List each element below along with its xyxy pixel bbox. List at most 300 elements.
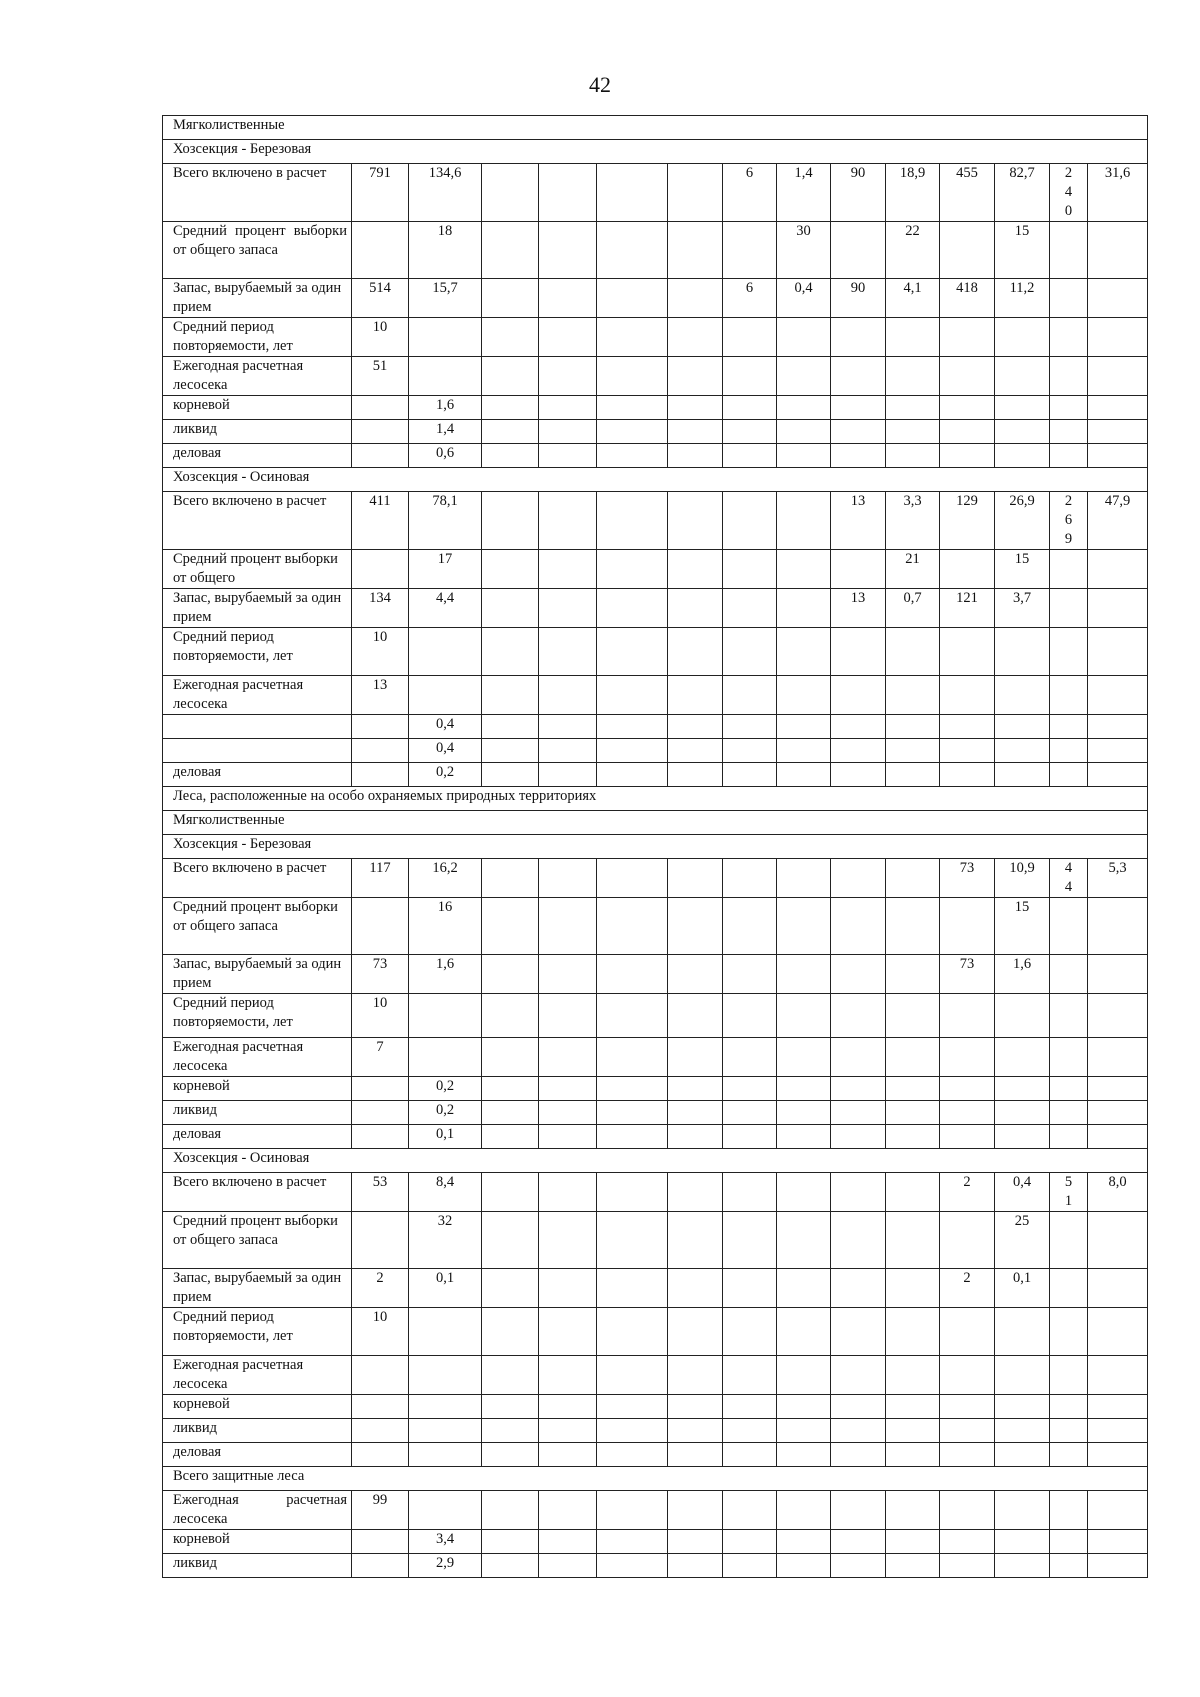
table-row (163, 715, 1148, 739)
table-cell (831, 994, 886, 1038)
table-row (163, 1173, 1148, 1212)
table-cell (886, 955, 940, 994)
section-title: Хозсекция - Березовая (163, 140, 1148, 164)
table-cell (831, 859, 886, 898)
table-cell: 15 (995, 222, 1050, 279)
table-cell (482, 994, 539, 1038)
table-cell (831, 739, 886, 763)
table-cell (597, 589, 668, 628)
table-cell: 134 (352, 589, 409, 628)
table-cell (482, 1308, 539, 1356)
table-cell: 13 (831, 492, 886, 550)
table-cell (886, 1443, 940, 1467)
table-cell (886, 1125, 940, 1149)
table-cell (777, 859, 831, 898)
table-row (163, 420, 1148, 444)
table-cell (597, 676, 668, 715)
table-cell (995, 1419, 1050, 1443)
table-cell (539, 589, 597, 628)
table-cell (352, 550, 409, 589)
table-cell: 6 (723, 164, 777, 222)
table-cell (597, 1125, 668, 1149)
table-cell (1088, 1077, 1148, 1101)
table-cell (1050, 763, 1088, 787)
table-cell (1050, 420, 1088, 444)
table-cell (831, 1395, 886, 1419)
table-cell (886, 739, 940, 763)
table-cell (482, 164, 539, 222)
table-cell: 0,4 (409, 739, 482, 763)
table-cell (940, 994, 995, 1038)
table-cell: 0,4 (777, 279, 831, 318)
table-cell (777, 739, 831, 763)
row-label: деловая (163, 444, 352, 468)
table-cell (482, 1443, 539, 1467)
table-cell: 25 (995, 1212, 1050, 1269)
table-cell (886, 763, 940, 787)
table-cell (539, 222, 597, 279)
table-cell (940, 357, 995, 396)
table-cell (940, 1443, 995, 1467)
table-cell (1088, 1419, 1148, 1443)
table-cell (352, 898, 409, 955)
table-cell (482, 1269, 539, 1308)
table-cell (831, 396, 886, 420)
table-cell: 21 (886, 550, 940, 589)
table-cell (539, 164, 597, 222)
table-cell (831, 222, 886, 279)
table-cell (539, 1173, 597, 1212)
row-label: деловая (163, 1443, 352, 1467)
row-label: Запас, вырубаемый за один прием (163, 279, 352, 318)
section-title: Леса, расположенные на особо охраняемых природных территориях (163, 787, 1148, 811)
table-row (163, 1395, 1148, 1419)
table-cell (1088, 1101, 1148, 1125)
table-cell (352, 1395, 409, 1419)
table-cell (940, 1356, 995, 1395)
table-cell: 22 (886, 222, 940, 279)
table-cell (482, 396, 539, 420)
table-cell (668, 739, 723, 763)
table-cell (1050, 1077, 1088, 1101)
table-cell (352, 1125, 409, 1149)
table-cell (597, 1530, 668, 1554)
table-row (163, 396, 1148, 420)
table-cell (1088, 222, 1148, 279)
table-cell (482, 1491, 539, 1530)
table-cell (1088, 550, 1148, 589)
table-cell: 18 (409, 222, 482, 279)
table-cell (482, 1554, 539, 1578)
table-cell (723, 396, 777, 420)
section-title: Хозсекция - Березовая (163, 835, 1148, 859)
table-cell (995, 1491, 1050, 1530)
table-cell: 99 (352, 1491, 409, 1530)
table-cell (723, 1212, 777, 1269)
table-cell (539, 955, 597, 994)
table-row (163, 357, 1148, 396)
table-cell (1088, 739, 1148, 763)
table-cell (539, 1554, 597, 1578)
table-cell: 73 (352, 955, 409, 994)
table-cell (482, 1101, 539, 1125)
table-cell (940, 1101, 995, 1125)
table-cell (668, 396, 723, 420)
table-cell (597, 739, 668, 763)
row-label: ликвид (163, 1419, 352, 1443)
table-cell (1050, 589, 1088, 628)
table-cell: 15 (995, 550, 1050, 589)
table-cell (777, 1419, 831, 1443)
row-label: Средний процент выборки от общего (163, 550, 352, 589)
table-cell: 134,6 (409, 164, 482, 222)
table-cell (597, 279, 668, 318)
table-cell: 13 (831, 589, 886, 628)
table-cell (723, 420, 777, 444)
table-cell (482, 739, 539, 763)
table-cell (668, 763, 723, 787)
table-cell (723, 1395, 777, 1419)
table-cell: 3,7 (995, 589, 1050, 628)
section-row (163, 116, 1148, 140)
section-title: Хозсекция - Осиновая (163, 468, 1148, 492)
table-cell (409, 628, 482, 676)
table-cell (597, 396, 668, 420)
table-cell (409, 318, 482, 357)
row-label: Средний процент выборки от общего запаса (163, 898, 352, 955)
table-cell (1050, 676, 1088, 715)
table-cell (831, 676, 886, 715)
table-cell (1088, 1356, 1148, 1395)
table-cell (539, 396, 597, 420)
table-cell (831, 1356, 886, 1395)
table-cell (1050, 357, 1088, 396)
table-cell (597, 898, 668, 955)
table-cell (597, 1308, 668, 1356)
table-cell (597, 628, 668, 676)
table-cell (539, 715, 597, 739)
table-cell (723, 715, 777, 739)
table-cell (668, 628, 723, 676)
table-cell (1050, 1491, 1088, 1530)
table-cell (995, 1395, 1050, 1419)
table-cell (1050, 739, 1088, 763)
table-cell (940, 715, 995, 739)
table-cell: 73 (940, 955, 995, 994)
table-cell (539, 739, 597, 763)
table-cell (482, 318, 539, 357)
table-cell (482, 444, 539, 468)
table-cell: 0,2 (409, 1077, 482, 1101)
table-cell (352, 396, 409, 420)
table-cell (831, 1173, 886, 1212)
table-cell: 1,6 (409, 955, 482, 994)
table-cell (995, 739, 1050, 763)
table-cell (1088, 318, 1148, 357)
table-cell: 78,1 (409, 492, 482, 550)
table-cell: 0,1 (995, 1269, 1050, 1308)
table-cell (597, 1212, 668, 1269)
table-cell (409, 357, 482, 396)
table-cell (668, 1125, 723, 1149)
table-cell (539, 550, 597, 589)
table-cell (886, 1269, 940, 1308)
table-cell (482, 279, 539, 318)
table-row (163, 898, 1148, 955)
table-cell: 0,2 (409, 763, 482, 787)
table-cell (723, 898, 777, 955)
table-cell (777, 1554, 831, 1578)
table-cell (886, 1419, 940, 1443)
table-row (163, 1419, 1148, 1443)
table-row (163, 444, 1148, 468)
table-cell (668, 1443, 723, 1467)
row-label: Ежегодная расчетная лесосека (163, 1038, 352, 1077)
table-cell (777, 898, 831, 955)
table-cell (1050, 318, 1088, 357)
table-cell (940, 739, 995, 763)
table-cell (831, 1443, 886, 1467)
table-cell (886, 1530, 940, 1554)
table-cell (409, 1308, 482, 1356)
table-cell (482, 589, 539, 628)
table-cell: 2 (940, 1173, 995, 1212)
row-label: Всего включено в расчет (163, 492, 352, 550)
table-cell (1088, 1308, 1148, 1356)
table-cell (777, 1308, 831, 1356)
table-cell (995, 1038, 1050, 1077)
table-cell (723, 550, 777, 589)
table-cell (1088, 1269, 1148, 1308)
table-cell (482, 898, 539, 955)
table-cell (777, 1173, 831, 1212)
table-cell (352, 1077, 409, 1101)
table-cell (482, 1125, 539, 1149)
table-cell (723, 1077, 777, 1101)
table-cell (668, 1554, 723, 1578)
table-cell (886, 1212, 940, 1269)
table-cell (352, 1419, 409, 1443)
table-cell (597, 1038, 668, 1077)
row-label: Средний период повторяемости, лет (163, 628, 352, 676)
table-cell (597, 955, 668, 994)
table-cell (831, 1101, 886, 1125)
table-cell (597, 1077, 668, 1101)
table-cell: 10,9 (995, 859, 1050, 898)
table-cell (831, 1212, 886, 1269)
table-cell: 8,0 (1088, 1173, 1148, 1212)
table-cell (777, 994, 831, 1038)
table-cell (1050, 898, 1088, 955)
section-row (163, 787, 1148, 811)
table-cell: 17 (409, 550, 482, 589)
table-cell (597, 1554, 668, 1578)
table-cell (352, 763, 409, 787)
table-cell: 32 (409, 1212, 482, 1269)
table-cell (723, 763, 777, 787)
table-cell (1088, 1443, 1148, 1467)
table-cell (668, 164, 723, 222)
table-cell: 31,6 (1088, 164, 1148, 222)
table-cell: 73 (940, 859, 995, 898)
table-cell (886, 628, 940, 676)
table-cell (668, 357, 723, 396)
table-cell (539, 1356, 597, 1395)
table-cell (995, 628, 1050, 676)
table-cell (777, 676, 831, 715)
row-label: Всего включено в расчет (163, 1173, 352, 1212)
table-cell: 5,3 (1088, 859, 1148, 898)
table-cell (1050, 1395, 1088, 1419)
table-cell (482, 859, 539, 898)
table-cell (1050, 955, 1088, 994)
table-cell: 5 1 (1050, 1173, 1088, 1212)
table-cell (831, 357, 886, 396)
table-row (163, 164, 1148, 222)
table-cell (723, 318, 777, 357)
table-cell (1050, 1038, 1088, 1077)
table-cell (409, 1419, 482, 1443)
table-cell (668, 492, 723, 550)
table-cell (352, 1554, 409, 1578)
table-cell (597, 1269, 668, 1308)
table-cell (831, 628, 886, 676)
table-cell (597, 164, 668, 222)
table-cell (886, 676, 940, 715)
table-cell (831, 1530, 886, 1554)
table-cell (482, 676, 539, 715)
table-cell (539, 1212, 597, 1269)
table-cell (995, 994, 1050, 1038)
table-cell (597, 444, 668, 468)
table-cell (831, 318, 886, 357)
table-cell (1088, 628, 1148, 676)
table-cell (777, 955, 831, 994)
table-cell (668, 1308, 723, 1356)
table-cell (995, 1308, 1050, 1356)
table-cell (1088, 763, 1148, 787)
table-cell (723, 1269, 777, 1308)
row-label: Средний процент выборки от общего запаса (163, 222, 352, 279)
table-cell (1088, 1212, 1148, 1269)
table-cell (668, 318, 723, 357)
row-label: корневой (163, 1395, 352, 1419)
table-cell (1050, 715, 1088, 739)
table-cell (482, 1038, 539, 1077)
table-cell: 8,4 (409, 1173, 482, 1212)
table-cell (886, 1491, 940, 1530)
table-row (163, 1077, 1148, 1101)
table-cell (886, 898, 940, 955)
table-cell (1050, 1419, 1088, 1443)
table-cell (886, 1356, 940, 1395)
table-cell (482, 1395, 539, 1419)
row-label: деловая (163, 763, 352, 787)
table-cell (1050, 1308, 1088, 1356)
table-cell (539, 1038, 597, 1077)
table-cell (668, 1077, 723, 1101)
table-cell: 0,6 (409, 444, 482, 468)
table-cell (1088, 1530, 1148, 1554)
table-cell (777, 1212, 831, 1269)
row-label (163, 715, 352, 739)
table-cell (831, 1419, 886, 1443)
table-cell (539, 1491, 597, 1530)
table-cell (831, 1308, 886, 1356)
table-cell (352, 420, 409, 444)
table-row (163, 1101, 1148, 1125)
table-cell (995, 396, 1050, 420)
table-cell (597, 1356, 668, 1395)
table-row (163, 1356, 1148, 1395)
table-row (163, 1269, 1148, 1308)
table-cell (723, 1491, 777, 1530)
table-cell: 15 (995, 898, 1050, 955)
table-cell (1088, 955, 1148, 994)
table-cell (831, 420, 886, 444)
table-cell (777, 1101, 831, 1125)
table-cell: 7 (352, 1038, 409, 1077)
row-label: Всего включено в расчет (163, 164, 352, 222)
table-row (163, 1554, 1148, 1578)
table-cell (597, 492, 668, 550)
row-label: Запас, вырубаемый за один прием (163, 1269, 352, 1308)
table-cell (940, 1491, 995, 1530)
row-label (163, 739, 352, 763)
table-cell: 10 (352, 1308, 409, 1356)
table-row (163, 739, 1148, 763)
table-cell: 0,4 (409, 715, 482, 739)
table-cell (668, 1530, 723, 1554)
table-cell (1050, 1554, 1088, 1578)
table-cell (940, 1038, 995, 1077)
section-title: Хозсекция - Осиновая (163, 1149, 1148, 1173)
table-cell: 2 4 0 (1050, 164, 1088, 222)
table-cell (940, 1212, 995, 1269)
row-label: ликвид (163, 420, 352, 444)
table-cell (995, 763, 1050, 787)
table-cell (831, 955, 886, 994)
table-cell (886, 1308, 940, 1356)
table-cell (723, 444, 777, 468)
table-cell (940, 676, 995, 715)
table-cell (539, 1077, 597, 1101)
table-cell (886, 1038, 940, 1077)
table-row (163, 589, 1148, 628)
table-cell (482, 1173, 539, 1212)
table-cell (539, 763, 597, 787)
table-cell (668, 1212, 723, 1269)
table-cell (1088, 444, 1148, 468)
row-label: Ежегодная расчетная лесосека (163, 676, 352, 715)
table-cell: 10 (352, 628, 409, 676)
row-label: Средний процент выборки от общего запаса (163, 1212, 352, 1269)
table-cell (995, 676, 1050, 715)
table-cell (831, 763, 886, 787)
table-row (163, 1038, 1148, 1077)
table-row (163, 1530, 1148, 1554)
table-cell (777, 1077, 831, 1101)
table-cell (409, 676, 482, 715)
table-cell: 0,1 (409, 1269, 482, 1308)
table-cell (539, 676, 597, 715)
section-row (163, 468, 1148, 492)
row-label: корневой (163, 1530, 352, 1554)
table-cell: 90 (831, 164, 886, 222)
section-row (163, 1467, 1148, 1491)
table-cell (940, 898, 995, 955)
table-cell (352, 1101, 409, 1125)
